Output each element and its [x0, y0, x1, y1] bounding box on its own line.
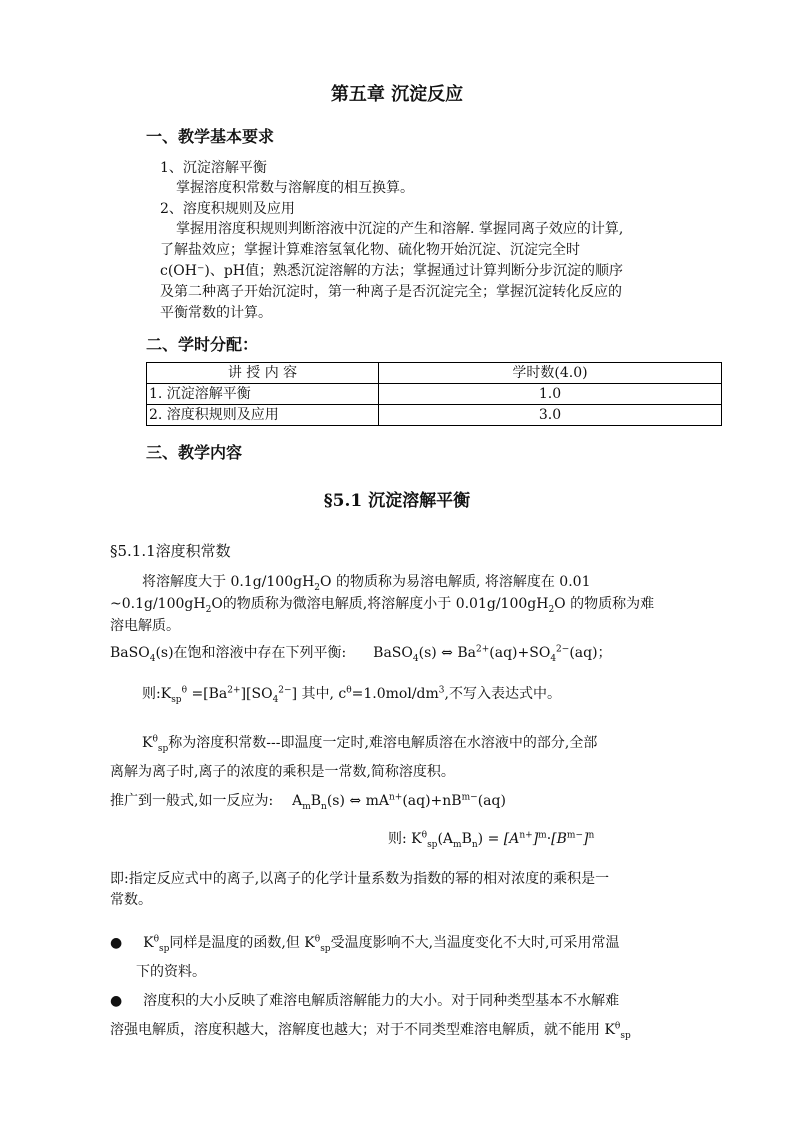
subsection-number: §5.1.1 — [110, 542, 156, 560]
text-run: 受温度影响不大,当温度变化不大时,可采用常温 — [330, 935, 620, 951]
table-row — [147, 384, 722, 405]
text-run: O的物质称为微溶电解质,将溶解度小于 0.01g/100gH — [211, 596, 549, 612]
bullet-icon: ● — [110, 993, 123, 1009]
section-heading-hours: 二、学时分配： — [146, 335, 259, 354]
text-run: K — [143, 935, 154, 951]
equilibrium-arrow: ⇔ — [349, 793, 362, 809]
para2-line — [142, 732, 597, 752]
superscript: θ — [181, 685, 187, 696]
equilibrium-line — [110, 642, 612, 662]
text-run: (aq)+SO — [489, 645, 551, 661]
subscript: 2 — [548, 604, 555, 615]
superscript: m — [538, 830, 547, 841]
text-run: 同样是温度的函数,但 K — [169, 935, 315, 951]
superscript: θ — [421, 830, 428, 841]
text-run: · — [546, 831, 552, 847]
item2-line: 平衡常数的计算。 — [160, 305, 272, 321]
para2-line: 离解为离子时,离子的浓度的乘积是一常数,简称溶度积。 — [110, 764, 455, 780]
subscript: 2 — [314, 582, 321, 593]
text-run: ) = — [477, 831, 500, 847]
text-run: B — [461, 831, 472, 847]
superscript: θ — [314, 934, 321, 945]
text-run: (aq)； — [569, 645, 612, 661]
superscript: m− — [566, 830, 583, 841]
table-header-cell: 讲 授 内 容 — [147, 363, 379, 384]
table-header-row — [147, 363, 722, 384]
general-ksp-expression — [388, 828, 594, 848]
text-run: mA — [365, 793, 389, 809]
subsection-heading — [110, 540, 231, 561]
ksp-expression — [142, 683, 561, 703]
subscript: sp — [427, 839, 438, 850]
text-run: A — [292, 793, 303, 809]
text-run: O 的物质称为难 — [554, 596, 655, 612]
subscript: sp — [157, 743, 169, 754]
text-run: ,不写入表达式中。 — [444, 686, 561, 702]
subscript: m — [302, 801, 311, 812]
equilibrium-arrow: ⇔ — [441, 645, 453, 661]
general-reaction — [110, 790, 506, 810]
subscript: sp — [320, 943, 331, 954]
text-run: B — [310, 793, 322, 809]
para3-line: 常数。 — [110, 892, 152, 908]
item1-text: 掌握溶度积常数与溶解度的相互换算。 — [176, 180, 414, 196]
subscript: sp — [620, 1030, 631, 1041]
text-run: ] 其中, c — [291, 686, 347, 702]
section-heading-requirements: 一、教学基本要求 — [146, 127, 275, 146]
text-run: =[Ba — [187, 686, 228, 702]
superscript: n+ — [519, 830, 533, 841]
para1-line — [110, 593, 654, 613]
subsection-title: 溶度积常数 — [155, 542, 231, 560]
table-cell: 1. 沉淀溶解平衡 — [147, 384, 379, 405]
text-run: BaSO — [110, 645, 150, 661]
text-run: (aq)+nB — [402, 793, 462, 809]
subscript: sp — [159, 943, 170, 954]
superscript: 2+ — [476, 644, 490, 655]
subscript: 4 — [272, 694, 279, 705]
text-run: O 的物质称为易溶电解质, 将溶解度在 0.01 — [320, 574, 591, 590]
text-run: 称为溶度积常数---即温度一定时,难溶电解质溶在水溶液中的部分,全部 — [168, 735, 598, 751]
superscript: 3 — [438, 685, 445, 696]
text-run: 则:K — [142, 686, 172, 702]
table-header-cell: 学时数(4.0) — [379, 363, 722, 384]
superscript: m− — [461, 792, 478, 803]
superscript: n+ — [388, 792, 403, 803]
superscript: 2− — [278, 685, 292, 696]
section-heading-content: 三、教学内容 — [146, 443, 243, 462]
text-run: (aq) — [477, 793, 506, 809]
bullet-continuation — [110, 1019, 631, 1039]
table-cell: 1.0 — [379, 384, 722, 405]
subscript: 4 — [149, 653, 156, 664]
text-run: (A — [437, 831, 454, 847]
item2-line: 了解盐效应；掌握计算难溶氢氧化物、硫化物开始沉淀、沉淀完全时 — [160, 242, 580, 258]
superscript: 2− — [556, 644, 570, 655]
chapter-title: 第五章 沉淀反应 — [330, 84, 464, 105]
subscript: n — [471, 839, 478, 850]
item2-line: 掌握用溶度积规则判断溶液中沉淀的产生和溶解. 掌握同离子效应的计算, — [176, 221, 624, 237]
text-run: (s)在饱和溶液中存在下列平衡: — [155, 645, 347, 661]
item2-line: 及第二种离子开始沉淀时，第一种离子是否沉淀完全；掌握沉淀转化反应的 — [160, 284, 622, 300]
para3-line: 即:指定反应式中的离子,以离子的化学计量系数为指数的幂的相对浓度的乘积是一 — [110, 871, 610, 887]
subscript: 4 — [412, 653, 419, 664]
text-run: (s) — [418, 645, 437, 661]
text-run: BaSO — [373, 645, 413, 661]
text-run: ] — [583, 831, 589, 847]
superscript: 2+ — [227, 685, 241, 696]
text-run: 溶度积的大小反映了难溶电解质溶解能力的大小。对于同种类型基本不水解难 — [143, 993, 620, 1009]
bullet-item — [110, 990, 619, 1010]
text-run: [B — [551, 831, 567, 847]
section-title: §5.1 沉淀溶解平衡 — [323, 491, 471, 511]
subscript: n — [321, 801, 327, 812]
table-cell: 2. 溶度积规则及应用 — [147, 405, 379, 426]
text-run: 推广到一般式,如一反应为: — [110, 793, 274, 809]
item1-title: 1、沉淀溶解平衡 — [160, 160, 267, 176]
text-run: ~0.1g/100gH — [110, 596, 206, 612]
para1-line: 溶电解质。 — [110, 618, 180, 634]
superscript: n — [588, 830, 595, 841]
superscript: θ — [346, 685, 352, 696]
text-run: K — [142, 735, 153, 751]
text-run: =1.0mol/dm — [351, 686, 439, 702]
text-run: ][SO — [240, 686, 273, 702]
text-run: (s) — [326, 793, 345, 809]
superscript: θ — [153, 934, 160, 945]
bullet-icon: ● — [110, 935, 123, 951]
subscript: 4 — [550, 653, 557, 664]
subscript: sp — [171, 694, 182, 705]
text-run: [A — [503, 831, 520, 847]
text-run: 溶强电解质，溶度积越大，溶解度也越大；对于不同类型难溶电解质，就不能用 K — [110, 1022, 615, 1038]
para1-line — [142, 571, 590, 591]
subscript: 2 — [205, 604, 212, 615]
superscript: θ — [152, 734, 158, 745]
item2-line: c(OH⁻)、pH值；熟悉沉淀溶解的方法；掌握通过计算判断分步沉淀的顺序 — [160, 263, 624, 279]
text-run: 则: K — [388, 831, 422, 847]
text-run: 将溶解度大于 0.1g/100gH — [142, 574, 315, 590]
subscript: m — [453, 839, 462, 850]
item2-title: 2、溶度积规则及应用 — [160, 201, 295, 217]
bullet-continuation: 下的资料。 — [136, 964, 206, 980]
superscript: θ — [614, 1021, 621, 1032]
table-row — [147, 405, 722, 426]
hours-table — [146, 362, 722, 426]
text-run: ] — [532, 831, 539, 847]
bullet-item — [110, 932, 619, 952]
table-cell: 3.0 — [379, 405, 722, 426]
text-run: Ba — [457, 645, 476, 661]
